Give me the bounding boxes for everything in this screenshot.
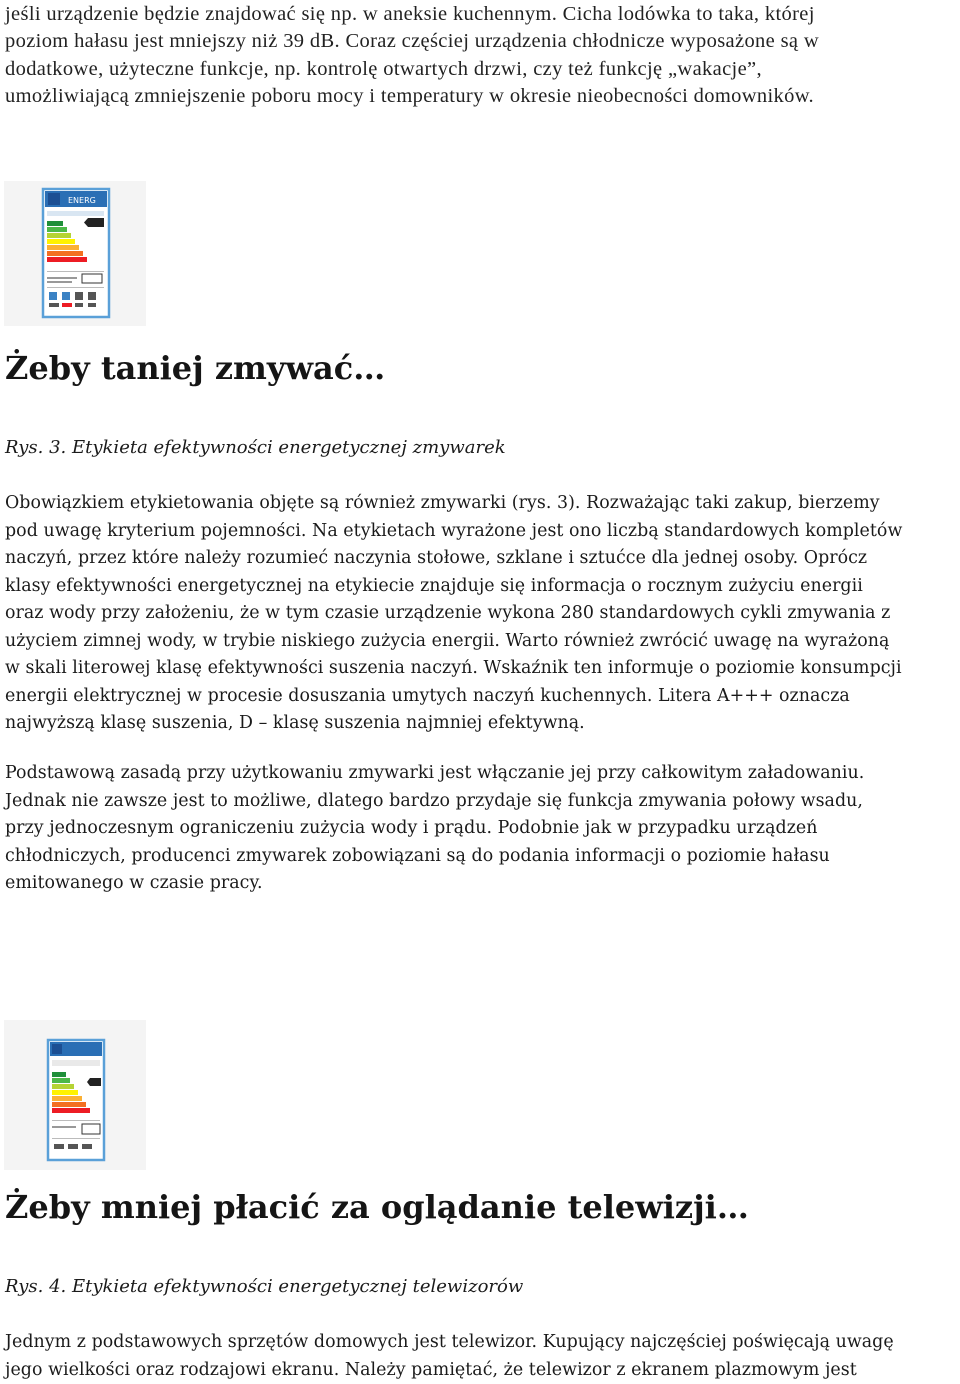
figure-caption-tv: Rys. 4. Etykieta efektywności energetycznej telewizorów: [5, 1274, 523, 1300]
tv-energy-label-image: [4, 1020, 146, 1170]
text-line: energii elektrycznej w procesie dosuszania umytych naczyń kuchennych. Litera A+++ oznacza: [5, 683, 957, 711]
intro-paragraph: [5, 1, 957, 110]
text-line: klasy efektywności energetycznej na etykiecie znajduje się informacja o rocznym zużyciu energii: [5, 573, 957, 601]
text-line: jego wielkości oraz rodzajowi ekranu. Należy pamiętać, że telewizor z ekranem plazmowym jest: [5, 1357, 957, 1384]
dishwasher-paragraph-1: [5, 490, 957, 738]
figure-caption-dishwasher: Rys. 3. Etykieta efektywności energetycznej zmywarek: [5, 435, 506, 461]
text-line: pod uwagę kryterium pojemności. Na etykietach wyrażone jest ono liczbą standardowych kompletów: [5, 518, 957, 546]
text-line: emitowanego w czasie pracy.: [5, 870, 957, 898]
text-line: umożliwiającą zmniejszenie poboru mocy i temperatury w okresie nieobecności domowników.: [5, 83, 957, 110]
section-heading-tv: Żeby mniej płacić za oglądanie telewizji…: [5, 1187, 749, 1227]
text-line: dodatkowe, użyteczne funkcje, np. kontrolę otwartych drzwi, czy też funkcję „wakacje”,: [5, 56, 957, 83]
text-line: w skali literowej klasę efektywności suszenia naczyń. Wskaźnik ten informuje o poziomie konsumpcji: [5, 655, 957, 683]
text-line: oraz wody przy założeniu, że w tym czasie urządzenie wykona 280 standardowych cykli zmywania z: [5, 600, 957, 628]
text-line: Jednak nie zawsze jest to możliwe, dlatego bardzo przydaje się funkcja zmywania połowy wsadu,: [5, 788, 957, 816]
section-heading-dishwasher: Żeby taniej zmywać…: [5, 348, 385, 388]
dishwasher-energy-label-image: [4, 181, 146, 326]
text-line: Obowiązkiem etykietowania objęte są również zmywarki (rys. 3). Rozważając taki zakup, bierzemy: [5, 490, 957, 518]
text-line: Podstawową zasadą przy użytkowaniu zmywarki jest włączanie jej przy całkowitym załadowaniu.: [5, 760, 957, 788]
text-line: przy jednoczesnym ograniczeniu zużycia wody i prądu. Podobnie jak w przypadku urządzeń: [5, 815, 957, 843]
text-line: Jednym z podstawowych sprzętów domowych jest telewizor. Kupujący najczęściej poświęcają uwagę: [5, 1329, 957, 1357]
tv-paragraph-1: [5, 1329, 957, 1384]
dishwasher-paragraph-2: [5, 760, 957, 898]
text-line: jeśli urządzenie będzie znajdować się np. w aneksie kuchennym. Cicha lodówka to taka, której: [5, 1, 957, 28]
svg-text:ENERG: ENERG: [68, 196, 96, 205]
text-line: najwyższą klasę suszenia, D – klasę suszenia najmniej efektywną.: [5, 710, 957, 738]
text-line: naczyń, przez które należy rozumieć naczynia stołowe, szklane i sztućce dla jednej osoby. Oprócz: [5, 545, 957, 573]
text-line: użyciem zimnej wody, w trybie niskiego zużycia energii. Warto również zwrócić uwagę na wyrażoną: [5, 628, 957, 656]
text-line: chłodniczych, producenci zmywarek zobowiązani są do podania informacji o poziomie hałasu: [5, 843, 957, 871]
text-line: poziom hałasu jest mniejszy niż 39 dB. Coraz częściej urządzenia chłodnicze wyposażone są w: [5, 28, 957, 55]
